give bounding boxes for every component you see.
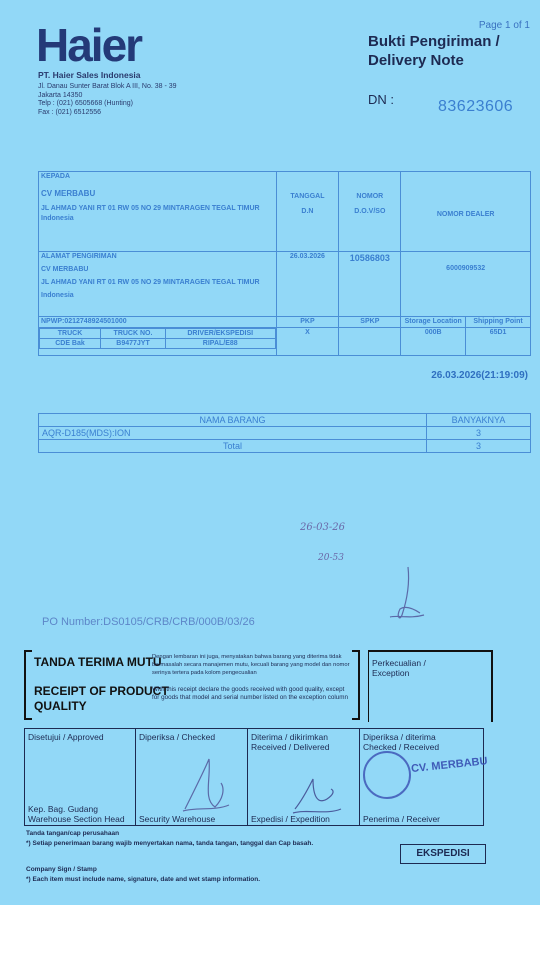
delivery-signature [287, 769, 347, 819]
recipient-info-table [38, 171, 531, 356]
driver-value: RIPAL/E88 [166, 339, 276, 349]
kepada-cell: KEPADA CV MERBABU JL AHMAD YANI RT 01 RW 05 NO 29 MINTARAGEN TEGAL TIMUR Indonesia [39, 172, 277, 252]
truck-no-header: TRUCK NO. [101, 329, 166, 339]
receiver-label: Penerima / Receiver [363, 814, 441, 824]
item-qty-header: BANYAKNYA [427, 414, 531, 427]
table-row [39, 427, 531, 440]
shipping-value: 65D1 [466, 328, 531, 356]
item-qty: 3 [427, 427, 531, 440]
tanggal-header: TANGGAL D.N [276, 172, 339, 252]
print-timestamp: 26.03.2026(21:19:09) [431, 370, 528, 381]
page-number: Page 1 of 1 [478, 20, 530, 31]
checker-signature [175, 749, 235, 819]
quality-text-en: With this receipt declare the goods received with good quality, except for goods that model and serial number listed on the exception column [152, 686, 349, 702]
right-bracket [352, 650, 360, 720]
checked-label: Diperiksa / Checked [139, 732, 216, 742]
date-value: 26.03.2026 [276, 252, 339, 317]
total-label: Total [39, 440, 427, 453]
receiver-stamp: CV. MERBABU [363, 751, 411, 799]
signature-grid [24, 728, 489, 826]
storage-header: Storage Location [401, 317, 466, 328]
document-title: Bukti Pengiriman / Delivery Note [368, 33, 500, 69]
dn-label: DN : [368, 92, 394, 107]
approved-label: Disetujui / Approved [28, 732, 104, 742]
spkp-header: SPKP [339, 317, 401, 328]
dealer-header: NOMOR DEALER [401, 172, 531, 252]
truck-value: CDE Bak [40, 339, 101, 349]
received-label: Diterima / dikirimkan Received / Delivered [251, 732, 330, 752]
quality-title-id: TANDA TERIMA MUTU [34, 655, 162, 669]
quality-text-id: Dengan lembaran ini juga, menyatakan bahwa barang yang diterima tidak bermasalah secara manajemen mutu, kecuali barang yang model dan nomor serinya tertera pada kolom pengecualian [152, 654, 350, 676]
truck-cell [39, 328, 277, 356]
warehouse-head-label: Kep. Bag. Gudang Warehouse Section Head [28, 804, 125, 824]
note-text-id: *) Setiap penerimaan barang wajib menyertakan nama, tanda tangan, tanggal dan Cap basah. [26, 840, 314, 847]
expedition-label: Expedisi / Expedition [251, 814, 330, 824]
company-address: Jl. Danau Sunter Barat Blok A III, No. 38 - 39 Jakarta 14350 Telp : (021) 6505668 (Hunting) Fax : (021) 6512556 [38, 83, 177, 116]
note-title-id: Tanda tangan/cap perusahaan [26, 830, 120, 837]
haier-logo: Haier [36, 19, 142, 71]
nomor-header: NOMOR D.O.V/SO [339, 172, 401, 252]
exception-box: Perkecualian / Exception [368, 650, 493, 722]
security-label: Security Warehouse [139, 814, 216, 824]
driver-signature [380, 565, 430, 625]
shipping-header: Shipping Point [466, 317, 531, 328]
item-name-header: NAMA BARANG [39, 414, 427, 427]
spkp-value [339, 328, 401, 356]
pkp-value: X [276, 328, 339, 356]
copy-label: EKSPEDISI [400, 844, 486, 864]
nomor-value: 10586803 [339, 252, 401, 317]
pkp-header: PKP [276, 317, 339, 328]
total-value: 3 [427, 440, 531, 453]
storage-value: 000B [401, 328, 466, 356]
quality-receipt-box [24, 650, 536, 726]
note-title-en: Company Sign / Stamp [26, 866, 97, 873]
po-number: PO Number:DS0105/CRB/CRB/000B/03/26 [42, 616, 255, 628]
driver-header: DRIVER/EKSPEDISI [166, 329, 276, 339]
truck-no-value: B9477JYT [101, 339, 166, 349]
company-name: PT. Haier Sales Indonesia [38, 70, 141, 80]
alamat-cell: ALAMAT PENGIRIMAN CV MERBABU JL AHMAD YANI RT 01 RW 05 NO 29 MINTARAGEN TEGAL TIMUR Indonesia [39, 252, 277, 317]
truck-header: TRUCK [40, 329, 101, 339]
checked-received-label: Diperiksa / diterima Checked / Received [363, 732, 440, 752]
npwp-cell: NPWP:0212748924501000 [39, 317, 277, 328]
handwritten-date: 26-03-26 [300, 522, 345, 533]
dealer-value: 6000909532 [401, 252, 531, 317]
quality-title-en: RECEIPT OF PRODUCT QUALITY [34, 684, 169, 713]
handwritten-time: 20-53 [318, 553, 344, 563]
left-bracket [24, 650, 32, 720]
note-text-en: *) Each item must include name, signature, date and wet stamp information. [26, 876, 261, 883]
item-name: AQR-D185(MDS):ION [39, 427, 427, 440]
dn-number: 83623606 [438, 98, 514, 115]
items-table [38, 413, 531, 453]
